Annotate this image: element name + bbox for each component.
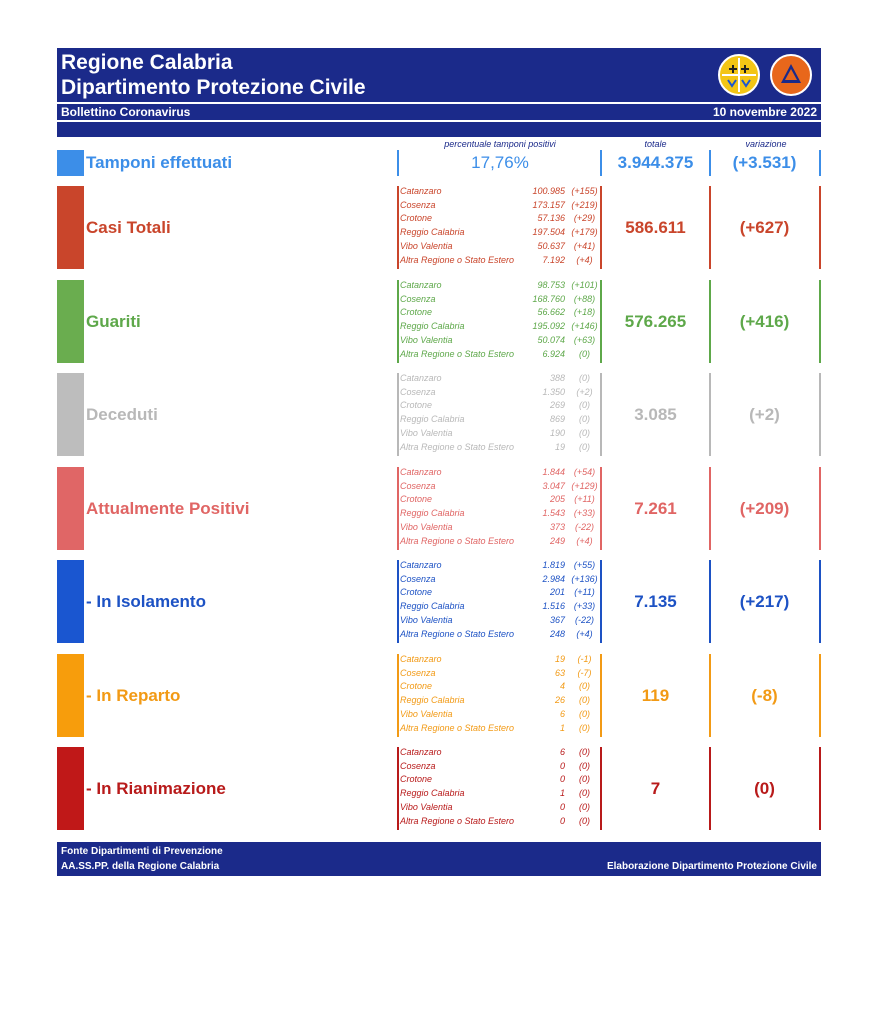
region-title: Regione Calabria bbox=[61, 51, 233, 74]
province-value: 388 bbox=[549, 373, 565, 383]
tamponi-total: 3.944.375 bbox=[617, 153, 694, 172]
province-value: 1.543 bbox=[542, 508, 565, 519]
province-value: 173.157 bbox=[532, 199, 565, 210]
province-name: Altra Regione o Stato Estero bbox=[400, 441, 515, 452]
province-name: Reggio Calabria bbox=[400, 321, 465, 332]
province-value: 6.924 bbox=[542, 348, 565, 359]
table-row bbox=[400, 241, 600, 255]
calabria-crest-icon bbox=[720, 56, 758, 94]
province-value: 2.984 bbox=[542, 573, 565, 584]
guariti-label: Guariti bbox=[86, 311, 141, 331]
in-reparto-separator-3 bbox=[819, 654, 821, 737]
province-delta: (-1) bbox=[577, 654, 592, 664]
total-column-header: totale bbox=[644, 139, 667, 149]
province-value: 19 bbox=[554, 441, 565, 452]
province-name: Vibo Valentia bbox=[400, 801, 453, 812]
protezione-civile-icon bbox=[772, 56, 810, 94]
table-row bbox=[400, 802, 600, 816]
deceduti-swatch bbox=[57, 373, 84, 456]
calabria-region-logo bbox=[718, 54, 760, 96]
province-name: Vibo Valentia bbox=[400, 334, 453, 345]
table-row bbox=[400, 574, 600, 588]
footer-asp: AA.SS.PP. della Regione Calabria bbox=[61, 861, 220, 872]
casi-totali-separator-0 bbox=[397, 186, 399, 269]
header-banner bbox=[57, 48, 821, 137]
province-value: 373 bbox=[549, 521, 565, 532]
table-row bbox=[400, 186, 600, 200]
in-rianimazione-label: - In Rianimazione bbox=[86, 778, 226, 798]
in-isolamento-swatch bbox=[57, 560, 84, 643]
province-value: 197.504 bbox=[532, 227, 565, 238]
province-value: 869 bbox=[549, 414, 565, 425]
table-row bbox=[400, 761, 600, 775]
province-delta: (0) bbox=[579, 801, 590, 812]
table-row bbox=[400, 227, 600, 241]
province-name: Catanzaro bbox=[400, 747, 442, 757]
header-divider-top bbox=[57, 102, 821, 104]
province-name: Cosenza bbox=[400, 760, 436, 771]
province-value: 168.760 bbox=[532, 293, 565, 304]
table-row bbox=[400, 481, 600, 495]
province-name: Catanzaro bbox=[400, 654, 442, 664]
province-delta: (+219) bbox=[571, 199, 598, 210]
province-name: Cosenza bbox=[400, 199, 436, 210]
attualmente-positivi-row bbox=[57, 467, 821, 550]
province-name: Vibo Valentia bbox=[400, 521, 453, 532]
table-row bbox=[400, 442, 600, 456]
guariti-total: 576.265 bbox=[624, 311, 687, 331]
table-row bbox=[400, 654, 600, 668]
province-delta: (-22) bbox=[574, 521, 594, 532]
deceduti-separator-0 bbox=[397, 373, 399, 456]
province-name: Catanzaro bbox=[400, 186, 442, 196]
province-value: 50.074 bbox=[537, 334, 565, 345]
table-row bbox=[400, 587, 600, 601]
province-delta: (0) bbox=[579, 708, 590, 719]
province-name: Reggio Calabria bbox=[400, 695, 465, 706]
guariti-separator-3 bbox=[819, 280, 821, 363]
in-isolamento-total: 7.135 bbox=[634, 591, 677, 611]
in-reparto-swatch bbox=[57, 654, 84, 737]
province-name: Crotone bbox=[400, 681, 433, 692]
deceduti-separator-3 bbox=[819, 373, 821, 456]
table-row bbox=[400, 508, 600, 522]
in-rianimazione-swatch bbox=[57, 747, 84, 830]
province-name: Catanzaro bbox=[400, 467, 442, 477]
province-value: 19 bbox=[554, 654, 565, 664]
casi-totali-label: Casi Totali bbox=[86, 217, 171, 237]
province-delta: (+29) bbox=[573, 213, 596, 224]
footer-source: Fonte Dipartimenti di Prevenzione bbox=[61, 846, 223, 857]
province-delta: (0) bbox=[579, 373, 590, 383]
province-name: Altra Regione o Stato Estero bbox=[400, 815, 515, 826]
province-value: 6 bbox=[559, 747, 565, 757]
deceduti-row bbox=[57, 373, 821, 456]
province-name: Crotone bbox=[400, 494, 433, 505]
attualmente-positivi-label: Attualmente Positivi bbox=[86, 498, 250, 518]
province-delta: (+88) bbox=[573, 293, 596, 304]
province-delta: (0) bbox=[579, 414, 590, 425]
province-delta: (0) bbox=[579, 695, 590, 706]
table-row bbox=[400, 816, 600, 830]
table-row bbox=[400, 709, 600, 723]
in-rianimazione-total: 7 bbox=[650, 778, 661, 798]
province-name: Altra Regione o Stato Estero bbox=[400, 722, 515, 733]
province-value: 3.047 bbox=[542, 480, 565, 491]
in-reparto-separator-0 bbox=[397, 654, 399, 737]
in-isolamento-separator-0 bbox=[397, 560, 399, 643]
tamponi-swatch bbox=[57, 150, 84, 176]
province-delta: (0) bbox=[579, 441, 590, 452]
guariti-row bbox=[57, 280, 821, 363]
province-delta: (0) bbox=[579, 722, 590, 733]
province-delta: (+11) bbox=[574, 587, 595, 598]
province-delta: (+136) bbox=[571, 573, 598, 584]
province-delta: (+2) bbox=[576, 386, 593, 397]
casi-totali-row bbox=[57, 186, 821, 269]
province-value: 1.844 bbox=[542, 467, 565, 477]
province-value: 1 bbox=[559, 722, 565, 733]
province-value: 1 bbox=[559, 788, 565, 799]
province-name: Vibo Valentia bbox=[400, 427, 453, 438]
attualmente-positivi-total: 7.261 bbox=[634, 498, 677, 518]
province-value: 1.819 bbox=[542, 560, 565, 570]
in-isolamento-separator-3 bbox=[819, 560, 821, 643]
province-value: 0 bbox=[559, 801, 565, 812]
table-row bbox=[400, 387, 600, 401]
in-rianimazione-separator-0 bbox=[397, 747, 399, 830]
province-delta: (0) bbox=[579, 427, 590, 438]
table-row bbox=[400, 723, 600, 737]
province-delta: (+33) bbox=[573, 601, 596, 612]
tamponi-separator-end bbox=[819, 150, 821, 176]
province-value: 1.350 bbox=[542, 386, 565, 397]
table-row bbox=[400, 400, 600, 414]
in-isolamento-change: (+217) bbox=[739, 591, 790, 611]
province-value: 201 bbox=[549, 587, 565, 598]
table-row bbox=[400, 294, 600, 308]
in-reparto-total: 119 bbox=[641, 685, 670, 705]
guariti-swatch bbox=[57, 280, 84, 363]
casi-totali-swatch bbox=[57, 186, 84, 269]
in-reparto-change: (-8) bbox=[751, 685, 778, 705]
bulletin-label: Bollettino Coronavirus bbox=[61, 105, 191, 119]
in-rianimazione-change: (0) bbox=[754, 778, 775, 798]
province-name: Crotone bbox=[400, 307, 433, 318]
province-name: Crotone bbox=[400, 213, 433, 224]
province-name: Altra Regione o Stato Estero bbox=[400, 535, 515, 546]
table-row bbox=[400, 695, 600, 709]
table-row bbox=[400, 774, 600, 788]
in-reparto-label: - In Reparto bbox=[86, 685, 181, 705]
footer-banner bbox=[57, 842, 821, 876]
province-delta: (-7) bbox=[577, 667, 592, 678]
province-value: 0 bbox=[559, 774, 565, 785]
province-name: Reggio Calabria bbox=[400, 508, 465, 519]
province-name: Crotone bbox=[400, 774, 433, 785]
province-name: Catanzaro bbox=[400, 373, 442, 383]
province-name: Reggio Calabria bbox=[400, 788, 465, 799]
protezione-civile-logo bbox=[770, 54, 812, 96]
province-value: 205 bbox=[549, 494, 565, 505]
table-row bbox=[400, 373, 600, 387]
table-row bbox=[400, 428, 600, 442]
province-delta: (+129) bbox=[571, 480, 598, 491]
province-name: Cosenza bbox=[400, 293, 436, 304]
table-row bbox=[400, 522, 600, 536]
attualmente-positivi-separator-3 bbox=[819, 467, 821, 550]
header-divider-bottom bbox=[57, 120, 821, 122]
province-value: 57.136 bbox=[537, 213, 565, 224]
province-value: 6 bbox=[559, 708, 565, 719]
tamponi-row bbox=[57, 150, 821, 176]
province-value: 195.092 bbox=[532, 321, 565, 332]
province-value: 0 bbox=[559, 760, 565, 771]
guariti-separator-0 bbox=[397, 280, 399, 363]
province-name: Altra Regione o Stato Estero bbox=[400, 348, 515, 359]
attualmente-positivi-change: (+209) bbox=[739, 498, 790, 518]
province-name: Crotone bbox=[400, 587, 433, 598]
province-name: Vibo Valentia bbox=[400, 708, 453, 719]
table-row bbox=[400, 629, 600, 643]
province-delta: (0) bbox=[579, 681, 590, 692]
province-delta: (+54) bbox=[573, 467, 596, 477]
in-rianimazione-row bbox=[57, 747, 821, 830]
table-row bbox=[400, 349, 600, 363]
province-name: Reggio Calabria bbox=[400, 601, 465, 612]
department-title: Dipartimento Protezione Civile bbox=[61, 76, 366, 99]
province-value: 63 bbox=[554, 667, 565, 678]
province-value: 1.516 bbox=[542, 601, 565, 612]
province-name: Vibo Valentia bbox=[400, 614, 453, 625]
deceduti-change: (+2) bbox=[749, 404, 780, 424]
table-row bbox=[400, 601, 600, 615]
province-delta: (+63) bbox=[573, 334, 596, 345]
table-row bbox=[400, 668, 600, 682]
in-isolamento-label: - In Isolamento bbox=[86, 591, 206, 611]
province-delta: (0) bbox=[579, 400, 590, 411]
table-row bbox=[400, 536, 600, 550]
province-value: 248 bbox=[549, 628, 565, 639]
table-row bbox=[400, 788, 600, 802]
guariti-change: (+416) bbox=[739, 311, 790, 331]
attualmente-positivi-separator-0 bbox=[397, 467, 399, 550]
in-reparto-row bbox=[57, 654, 821, 737]
province-delta: (0) bbox=[579, 788, 590, 799]
province-value: 269 bbox=[549, 400, 565, 411]
bulletin-date: 10 novembre 2022 bbox=[712, 105, 817, 119]
province-delta: (+4) bbox=[576, 535, 593, 546]
province-name: Altra Regione o Stato Estero bbox=[400, 628, 515, 639]
province-delta: (+146) bbox=[571, 321, 598, 332]
province-delta: (+18) bbox=[573, 307, 596, 318]
province-delta: (0) bbox=[579, 348, 590, 359]
province-name: Catanzaro bbox=[400, 280, 442, 290]
province-name: Cosenza bbox=[400, 667, 436, 678]
tamponi-separator-left bbox=[397, 150, 399, 176]
attualmente-positivi-swatch bbox=[57, 467, 84, 550]
casi-totali-change: (+627) bbox=[739, 217, 790, 237]
tamponi-percent: 17,76% bbox=[471, 153, 529, 172]
province-name: Reggio Calabria bbox=[400, 414, 465, 425]
province-value: 190 bbox=[549, 427, 565, 438]
province-delta: (0) bbox=[579, 747, 590, 757]
table-row bbox=[400, 321, 600, 335]
province-delta: (+55) bbox=[573, 560, 596, 570]
province-delta: (+41) bbox=[573, 240, 596, 251]
province-delta: (+33) bbox=[573, 508, 596, 519]
province-name: Vibo Valentia bbox=[400, 240, 453, 251]
table-row bbox=[400, 255, 600, 269]
in-rianimazione-separator-3 bbox=[819, 747, 821, 830]
table-row bbox=[400, 615, 600, 629]
province-value: 50.637 bbox=[537, 240, 565, 251]
province-delta: (+4) bbox=[576, 254, 593, 265]
deceduti-total: 3.085 bbox=[634, 404, 677, 424]
province-delta: (+179) bbox=[571, 227, 598, 238]
table-row bbox=[400, 213, 600, 227]
change-column-header: variazione bbox=[745, 139, 787, 149]
table-row bbox=[400, 414, 600, 428]
deceduti-label: Deceduti bbox=[86, 404, 158, 424]
province-delta: (0) bbox=[579, 774, 590, 785]
province-value: 0 bbox=[559, 815, 565, 826]
province-delta: (+11) bbox=[574, 494, 595, 505]
province-value: 7.192 bbox=[542, 254, 565, 265]
table-row bbox=[400, 335, 600, 349]
province-name: Cosenza bbox=[400, 386, 436, 397]
province-value: 249 bbox=[549, 535, 565, 546]
province-name: Cosenza bbox=[400, 480, 436, 491]
percent-column-header: percentuale tamponi positivi bbox=[444, 139, 556, 149]
in-isolamento-row bbox=[57, 560, 821, 643]
footer-credit: Elaborazione Dipartimento Protezione Civile bbox=[606, 861, 817, 872]
province-name: Reggio Calabria bbox=[400, 227, 465, 238]
table-row bbox=[400, 494, 600, 508]
tamponi-change: (+3.531) bbox=[732, 153, 797, 172]
table-row bbox=[400, 747, 600, 761]
table-row bbox=[400, 200, 600, 214]
table-row bbox=[400, 307, 600, 321]
province-delta: (+155) bbox=[571, 186, 598, 196]
table-row bbox=[400, 560, 600, 574]
province-value: 98.753 bbox=[537, 280, 565, 290]
province-value: 100.985 bbox=[532, 186, 565, 196]
province-name: Crotone bbox=[400, 400, 433, 411]
province-name: Catanzaro bbox=[400, 560, 442, 570]
province-name: Altra Regione o Stato Estero bbox=[400, 254, 515, 265]
province-value: 56.662 bbox=[537, 307, 565, 318]
province-delta: (0) bbox=[579, 760, 590, 771]
casi-totali-separator-3 bbox=[819, 186, 821, 269]
table-row bbox=[400, 280, 600, 294]
province-delta: (+101) bbox=[571, 280, 598, 290]
province-delta: (0) bbox=[579, 815, 590, 826]
province-delta: (-22) bbox=[574, 614, 594, 625]
province-name: Cosenza bbox=[400, 573, 436, 584]
tamponi-label: Tamponi effettuati bbox=[86, 153, 233, 172]
province-value: 4 bbox=[559, 681, 565, 692]
province-value: 367 bbox=[549, 614, 565, 625]
table-row bbox=[400, 681, 600, 695]
province-value: 26 bbox=[554, 695, 565, 706]
province-delta: (+4) bbox=[576, 628, 593, 639]
casi-totali-total: 586.611 bbox=[625, 217, 686, 237]
table-row bbox=[400, 467, 600, 481]
